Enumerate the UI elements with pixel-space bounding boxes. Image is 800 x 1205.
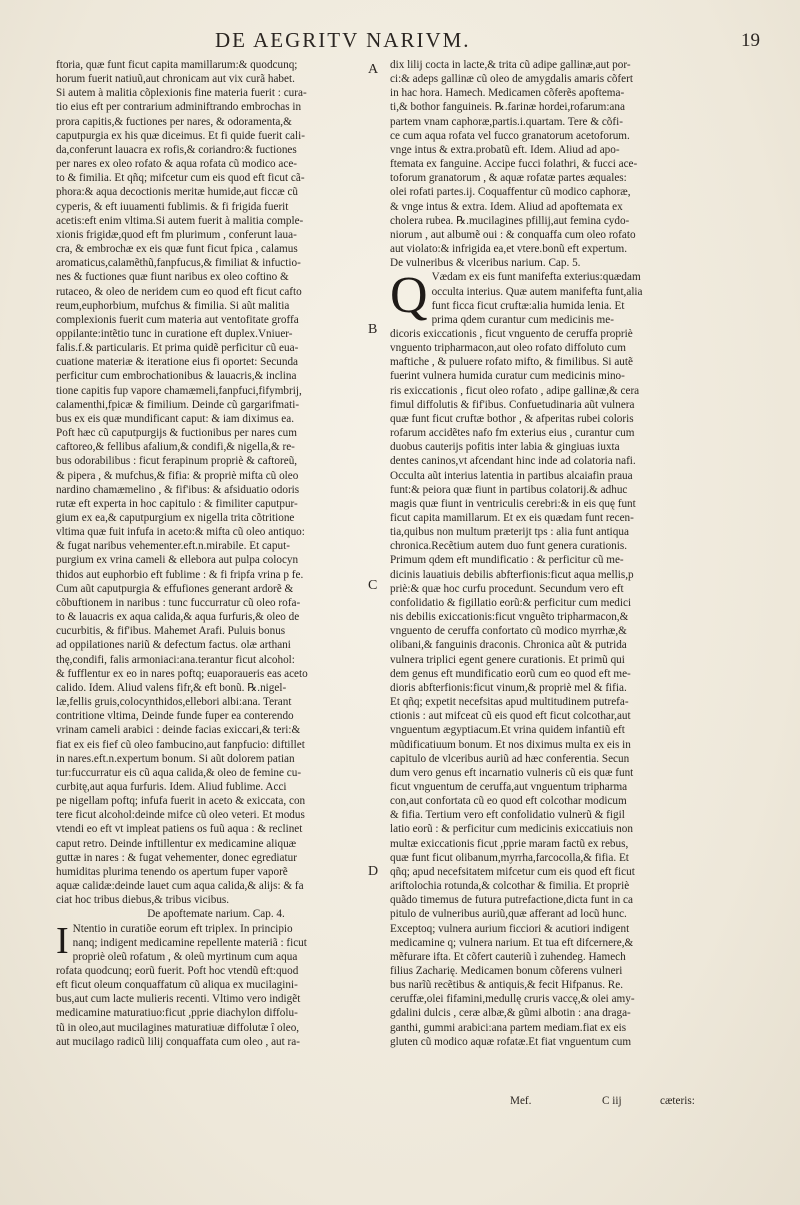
text-line: & pipera , & mufchus,& fifia: & propriè mifta cũ oleo <box>56 469 299 482</box>
right-column <box>390 58 710 1049</box>
text-line: partem vnam caphoræ,partis.i.quartam. Tere & cõfi- <box>390 115 623 128</box>
text-line: vulnera triplici egent genere curationis. Et primũ qui <box>390 653 625 666</box>
text-line: ctionis : aut mifceat cũ eis quod eft ficut colcothar,aut <box>390 710 631 723</box>
text-line: toforum granatorum , & aquæ rofatæ partes æquales: <box>390 172 627 185</box>
text-line: guttæ in nares : & fugat vehementer, donec egrediatur <box>56 851 297 864</box>
text-line: ftemata ex fanguine. Accipe fucci folathri, & fucci ace- <box>390 158 638 171</box>
text-line: qñq; apud necefsitatem mifcetur cum eis quod eft ficut <box>390 865 635 878</box>
text-line: bus narĩũ recẽtibus & antiquis,& fecit Hifpanus. Re. <box>390 979 624 992</box>
text-line: thę,condifi, falis armoniaci:ana.terantur ficut alcohol: <box>56 653 295 666</box>
catchword-next: cæteris: <box>660 1095 695 1107</box>
text-line: phora:& aqua decoctionis meritæ humide,aut ficcæ cũ <box>56 186 299 199</box>
text-line: tio eius eft per contrarium adminiftrando embrochas in <box>56 101 302 114</box>
text-line: funt ficca ficut cruftæ:alia humida lenia. Et <box>431 299 625 312</box>
text-line: calamenthi,fpicæ & fimilium. Deinde cũ gargarifmati- <box>56 398 300 411</box>
text-line: fimul diffolutis & fif'ibus. Confuetudinaria aũt vulnera <box>390 398 635 411</box>
text-line: Cum aũt caputpurgia & effufiones generant ardorẽ & <box>56 582 294 595</box>
text-line: caftoreo,& fellibus afalium,& condifi,& nigella,& re- <box>56 441 295 454</box>
text-line: ficut vnguentum de ceruffa,aut vnguentum tripharma <box>390 780 628 793</box>
text-line: quãdo timemus de futura putrefactione,dicta funt in ca <box>390 894 633 907</box>
left-column <box>56 58 379 1049</box>
text-line: niorum , aut albumẽ oui : & conquaffa cum oleo rofato <box>390 228 636 241</box>
text-line: horum fuerit natiuũ,aut chronicam aut vix curã habet. <box>56 73 295 86</box>
text-line: acetis:eft enim vltima.Si autem fuerit à malitia comple- <box>56 214 304 227</box>
text-line: aquæ calidæ:deinde lauet cum aqua calida,& alijs: & fa <box>56 880 304 893</box>
text-line: chronica.Recẽtium autem duo funt genera curationis. <box>390 540 628 553</box>
text-line: con,aut confortata cũ eo quod eft colcothar modicum <box>390 795 627 808</box>
text-line: dicoris exiccationis , ficut vnguento de ceruffa propriè <box>390 327 633 340</box>
text-line: ceruffæ,olei fifamini,medullę cruris vaccę,& olei amy- <box>390 993 635 1006</box>
text-line: cuatione materiæ & iteratione eius fi oportet: Secunda <box>56 356 299 369</box>
text-line: nes & fuctiones quæ fiunt naribus ex oleo coftino & <box>56 271 289 284</box>
text-line: in nares.eft.n.expertum bonum. Si aũt dolorem patian <box>56 752 295 765</box>
text-line: fiat ex eis fief cũ oleo fambucino,aut fanpfucio: diftillet <box>56 738 305 751</box>
text-line: medicamine maturatiuo:ficut ,pprie diachylon diffolu- <box>56 1007 298 1020</box>
text-line: aut violato:& infrigida ea,et vtere.bonũ eft expertum. <box>390 243 628 256</box>
text-line: dum vero genus eft incarnatio vulneris cũ eis quæ funt <box>390 766 634 779</box>
text-line: gdalini dulcis , ceræ albæ,& gũmi albotin : ana draga- <box>390 1007 631 1020</box>
text-line: duobus cauterijs pofitis inter labia & gingiuas iuxta <box>390 441 620 454</box>
text-line: to & lauacris ex aqua calida,& aqua furfuris,& oleo de <box>56 611 300 624</box>
text-line: priè:& quæ hoc curfu procedunt. Secundum vero eft <box>390 582 624 595</box>
text-line: Primum qdem eft mundificatio : & perficitur cũ me- <box>390 554 624 567</box>
text-line: & fufflentur ex eo in nares poftq; euaporaueris eas aceto <box>56 667 308 680</box>
text-line: in hac hora. Hamech. Medicamen cõferẽs apoftema- <box>390 87 625 100</box>
text-line: mũdificatiuum bonum. Et nos diximus multa ex eis in <box>390 738 631 751</box>
text-line: purgium ex vrina cameli & ellebora aut pulpa colocyn <box>56 554 299 567</box>
text-line: dentes caninos,vt afcendant hinc inde ad colatoria nafi. <box>390 455 636 468</box>
text-line: occulta interius. Quæ autem manifefta funt,alia <box>431 285 643 298</box>
text-line: vnguentum ægyptiacum.Et vrina quidem infantiũ eft <box>390 724 625 737</box>
text-line: dicinis lauatiuis debilis abfterfionis:ficut aqua mellis,p <box>390 568 634 581</box>
text-line: aut mucilago radicũ lilij conquaffata cum oleo , aut ra- <box>56 1035 300 1048</box>
text-line: Vædam ex eis funt manifefta exterius:quædam <box>431 271 641 284</box>
text-line: oppilante:intẽtio tunc in curatione eft duplex.Vniuer- <box>56 327 293 340</box>
chapter-5-body <box>390 267 710 1049</box>
text-line: vrinam cameli arabici : deinde facias exiccari,& teri:& <box>56 724 301 737</box>
text-line: tũ in oleo,aut mucilagines maturatiuæ diffolutæ î oleo, <box>56 1021 300 1034</box>
text-line: reum,euphorbium, mufchus & fimilia. Si aũt malitia <box>56 299 290 312</box>
text-line: quæ funt ficut cruftæ bothor , & afperitas rubei coloris <box>390 412 634 425</box>
text-line: multæ exiccationis ficut ,pprie maram factũ ex rebus, <box>390 837 629 850</box>
text-line: Et qñq; expetit necefsitas apud multitudinem putrefa- <box>390 696 629 709</box>
text-line: Ntentio in curatiõe eorum eft triplex. In principio <box>72 922 293 935</box>
text-line: propriè oleũ rofatum , & oleũ myrtinum cum aqua <box>72 950 298 963</box>
text-line: caputpurgia ex his quæ diceimus. Et fi quide fuerit cali- <box>56 129 305 142</box>
text-line: tione capitis fup vapore chamæmeli,fanpfuci,fifymbrij, <box>56 384 302 397</box>
chapter-4-text <box>56 919 376 1049</box>
text-line: & fugat naribus vehementer.eft.n.mirabile. Et caput- <box>56 540 290 553</box>
text-line: funt:& peiora quæ fiunt in partibus colatorij.& adhuc <box>390 483 628 496</box>
text-line: fuerint vulnera humida curatur cum medicinis mino- <box>390 370 625 383</box>
text-line: pe nigellam poftq; infufa fuerit in aceto & exiccata, con <box>56 795 306 808</box>
text-line: rofata quodcunq; eorũ fuerit. Poft hoc vtendũ eft:quod <box>56 965 299 977</box>
text-line: vnge intus & extra.probatũ eft. Idem. Aliud ad apo- <box>390 143 620 156</box>
text-line: tia,quibus non multum præterijt tps : alia funt antiqua <box>390 526 629 539</box>
text-line: contritione vltima, Deinde funde fuper ea conterendo <box>56 710 294 723</box>
signature-mark: C iij <box>602 1095 622 1107</box>
text-line: ftoria, quæ funt ficut capita mamillarum:& quodcunq; <box>56 59 298 71</box>
text-line: dioris abfterfionis:ficut vinum,& propriè mel & fifia. <box>390 681 627 694</box>
text-line: thidos aut euphorbio eft fublime : & fi fripfa vrina p fe. <box>56 568 304 581</box>
text-line: dem genus eft mundificatio eorũ cum eo quod eft me- <box>390 667 631 680</box>
right-column-text-top <box>390 58 710 270</box>
text-line: Occulta aũt interius latentia in partibus alcaiafin praua <box>390 469 633 482</box>
text-line: olei rofati partes.ij. Coquaffentur cũ modico caphoræ, <box>390 186 631 199</box>
text-line: olibani,& fanguinis draconis. Chronica aũt & putrida <box>390 639 627 652</box>
text-line: cucurbitis, & fif'ibus. Mahemet Arafi. Puluis bonus <box>56 625 286 638</box>
chapter-heading-4: De apoftemate narium. Cap. 4. <box>147 908 285 921</box>
text-line: rutæ eft experta in hoc capitulo : & fimiliter caputpur- <box>56 497 298 510</box>
text-line: prora capitis,& fuctiones per nares, & odoramenta,& <box>56 115 292 128</box>
text-line: læ,fellis gruis,colocynthidos,ellebori albi:ana. Terant <box>56 696 292 709</box>
text-line: ad oppilationes nariũ & defectum factus. olæ arthani <box>56 639 291 652</box>
text-line: falis.f.& particularis. Et prima quidẽ perficitur cũ eua- <box>56 342 299 355</box>
text-line: & vnge intus & extra. Idem. Aliud ad apoftemata ex <box>390 200 623 213</box>
text-line: ciat hoc tribus diebus,& tribus vicibus. <box>56 894 230 907</box>
text-line: cholera rubea. ℞.mucilagines pfillij,aut femina cydo- <box>390 214 630 227</box>
text-line: humiditas plurima tenendo os apertum fuper vaporẽ <box>56 865 288 878</box>
text-line: pitulo de vulneribus auriũ,quæ afferant ad locũ hunc. <box>390 908 627 921</box>
text-line: cyperis, & eft iuuamenti fublimis. & fi frigida fuerit <box>56 200 289 213</box>
text-line: tere ficut alcohol:deinde mifce cũ oleo veteri. Et modus <box>56 809 305 822</box>
text-line: prima qdem curantur cum medicinis me- <box>431 313 614 326</box>
margin-marker-b: B <box>368 322 378 337</box>
dropcap-q: Q <box>390 267 428 325</box>
page-header <box>40 28 760 56</box>
text-line: ris exiccationis , ficut oleo rofato , adipe gallinæ,& cera <box>390 384 640 397</box>
text-line: per nares ex oleo rofato & aqua rofata cũ modico ace- <box>56 158 298 171</box>
text-line: complexionis fuerit cum materia aut ventofitate groffa <box>56 313 299 326</box>
chapter-4-body <box>56 919 376 1049</box>
text-line: gium ex ea,& caputpurgium ex nigella trita cõtritione <box>56 512 295 524</box>
text-line: ganthi, gummi arabici:ana partem mediam.fiat ex eis <box>390 1021 627 1034</box>
text-line: vltima quæ fuit infufa in aceto:& mifta cũ oleo antiquo: <box>56 526 305 539</box>
text-line: bus,aut cum lacte mulieris recenti. Vltimo vero indigẽt <box>56 993 301 1006</box>
text-line: & fifia. Tertium vero eft confolidatio vulnerũ & figil <box>390 809 625 822</box>
text-line: gluten cũ modico aquæ rofatæ.Et fiat vnguentum cum <box>390 1035 632 1048</box>
dropcap-i: I <box>56 919 69 962</box>
text-line: eft ficut oleum conquaffatum cũ aliqua ex mucilagini- <box>56 979 298 992</box>
text-line: perficitur cum embrochationibus & lauacris,& inclina <box>56 370 297 383</box>
text-line: dix lilij cocta in lacte,& trita cũ adipe gallinæ,aut por- <box>390 59 631 71</box>
text-line: da,conferunt lauacra ex rofis,& coriandro:& fuctiones <box>56 143 297 156</box>
margin-marker-d: D <box>368 864 379 879</box>
text-line: De vulneribus & vlceribus narium. Cap. 5. <box>390 257 581 270</box>
left-column-text <box>56 58 379 907</box>
margin-marker-a: A <box>368 62 379 77</box>
text-line: tur:fuccurratur eis cũ aqua calida,& oleo de femine cu- <box>56 766 302 779</box>
text-line: ci:& adeps gallinæ cũ oleo de amygdalis amaris cõfert <box>390 73 633 86</box>
text-line: xionis frigidæ,quod eft fm plurimum , conferunt laua- <box>56 228 297 241</box>
text-line: ti,& bothor fanguineis. ℞.farinæ hordei,rofarum:ana <box>390 101 625 114</box>
text-line: medicamine q; vulnera narium. Et tua eft difcernere,& <box>390 936 634 949</box>
text-line: quæ funt ficut olibanum,myrrha,farcocolla,& fifia. Et <box>390 851 629 864</box>
text-line: nanq; indigent medicamine repellente materiã : ficut <box>72 936 307 949</box>
text-line: curbitę,aut aqua furfuris. Idem. Aliud fublime. Acci <box>56 780 287 793</box>
text-line: vnguento tripharmacon,aut oleo rofato diffoluto cum <box>390 342 626 355</box>
text-line: magis quæ fiunt in ventriculis cerebri:& in eis quę funt <box>390 497 636 510</box>
text-line: nardino chamæmelino , & fif'ibus: & afsiduatio odoris <box>56 483 300 496</box>
text-line: capitulo de vlceribus auriũ ad hæc conferentia. Secun <box>390 752 630 765</box>
text-line: bus odorabilibus : ficut ferapinum propriè & caftoreũ, <box>56 455 298 468</box>
text-line: latio eorũ : & perficitur cum medicinis exiccatiuis non <box>390 823 633 836</box>
text-line: rofarum accidẽtes nafo fm exterius eius , curantur cum <box>390 427 635 440</box>
catchword-left: Mef. <box>510 1095 532 1107</box>
text-line: aromaticus,calamẽthũ,fanpfucus,& fimiliat & infuctio- <box>56 257 301 270</box>
text-line: nis debilis exiccationis:ficut vnguẽto tripharmacon,& <box>390 611 629 624</box>
running-title: DE AEGRITV NARIVM. <box>215 28 471 52</box>
text-line: to & fimilia. Et qñq; mifcetur cum eis quod eft ficut cã- <box>56 172 305 185</box>
chapter-5-text <box>390 267 710 1049</box>
text-line: Poft hæc cũ caputpurgijs & fuctionibus per nares cum <box>56 427 297 440</box>
page-number: 19 <box>741 30 760 51</box>
text-line: Exceptoq; vulnera aurium ficciori & acutiori indigent <box>390 922 630 935</box>
text-line: filius Zacharię. Medicamen bonum cõferens vulneri <box>390 965 623 977</box>
text-line: vnguento de ceruffa confortato cũ modico myrrhæ,& <box>390 625 627 638</box>
text-line: ariftolochia rotunda,& colcothar & fimilia. Et propriè <box>390 880 630 893</box>
text-line: ficut capita mamillarum. Et ex eis quædam funt recen- <box>390 512 634 524</box>
text-line: bus ex eis quæ mundificant caput: & iam diximus ea. <box>56 412 295 425</box>
text-line: caput retro. Deinde inftillentur ex medicamine aliquæ <box>56 837 297 850</box>
text-line: rutaceo, & oleo de neridem cum eo quod eft ficut cafto <box>56 285 302 298</box>
text-line: vtendi eo eft vt impleat patiens os fuũ aqua : & reclinet <box>56 823 303 836</box>
text-line: Si autem à malitia cõplexionis fine materia fuerit : cura- <box>56 87 307 100</box>
text-line: confolidatio & figillatio eorũ:& perficitur cum medici <box>390 596 632 609</box>
text-line: mẽfurare ifta. Et cõfert cauteriũ ì zuhendeg. Hamech <box>390 950 626 963</box>
text-line: calido. Idem. Aliud valens fifr,& eft bonũ. ℞.nigel- <box>56 681 287 694</box>
text-line: ce cum aqua rofata vel fucco granatorum acetoforum. <box>390 129 630 142</box>
text-line: maftiche , & puluere rofato mifto, & fimilibus. Si autẽ <box>390 356 633 369</box>
text-line: cõbuftionem in naribus : tunc fuccurratur cũ oleo rofa- <box>56 596 301 609</box>
margin-marker-c: C <box>368 578 378 593</box>
text-line: cra, & embrochæ ex eis quæ funt ficut fpica , calamus <box>56 243 298 256</box>
